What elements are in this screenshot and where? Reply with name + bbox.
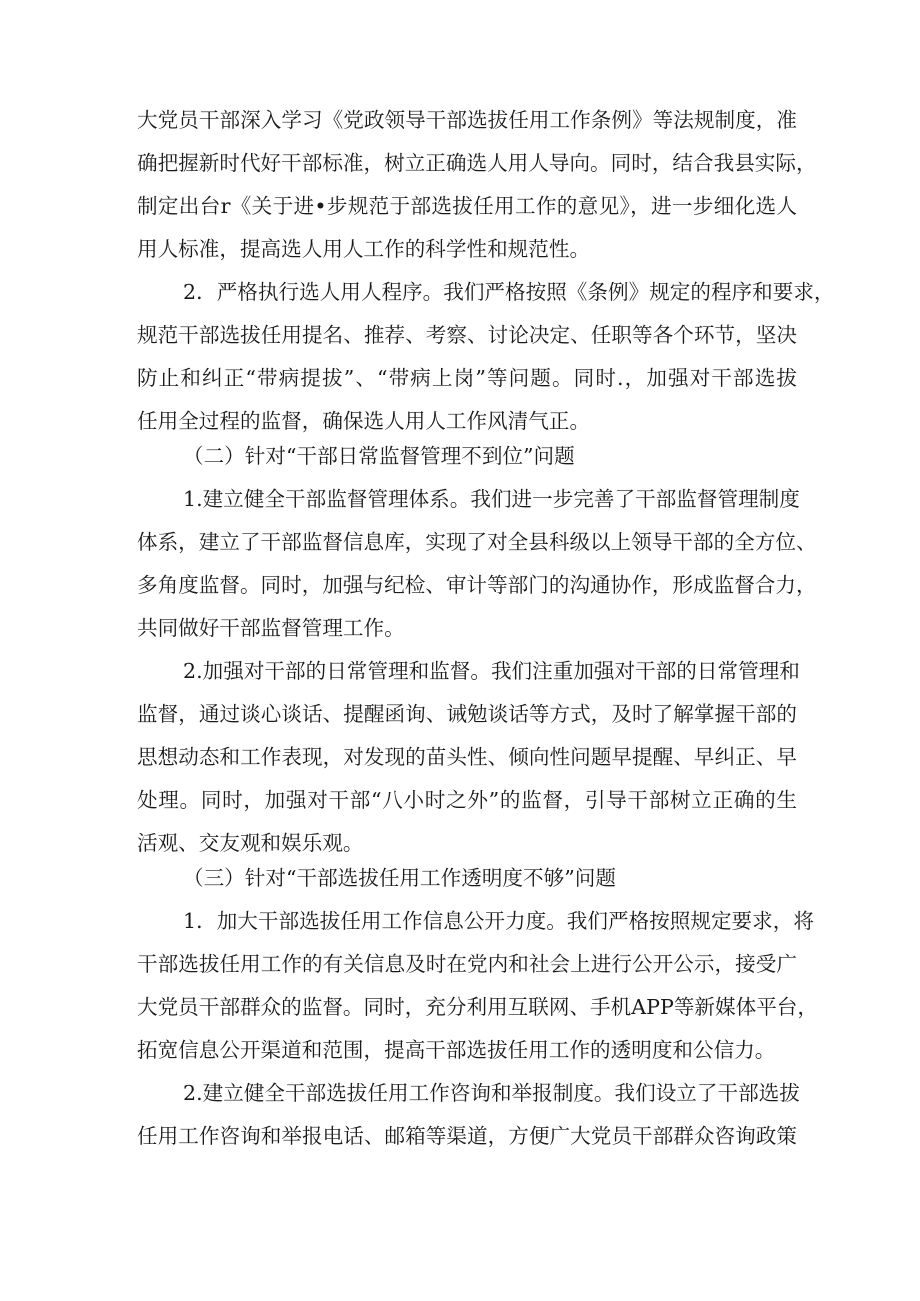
- text-line: 多角度监督。同时，加强与纪检、审计等部门的沟通协作，形成监督合力，: [137, 573, 817, 597]
- text-line: 制定出台r《关于进•步规范于部选拔任用工作的意见》，进一步细化选人: [137, 194, 797, 218]
- text-line: 防止和纠正“带病提拔”、“带病上岗”等问题。同时.，加强对干部选拔: [137, 366, 797, 390]
- text-line: 任用工作咨询和举报电话、邮箱等渠道，方便广大党员干部群众咨询政策: [137, 1124, 797, 1148]
- section-heading: （三）针对“干部选拔任用工作透明度不够”问题: [183, 866, 616, 890]
- text-line: 拓宽信息公开渠道和范围，提高干部选拔任用工作的透明度和公信力。: [137, 1038, 776, 1062]
- text-line: 处理。同时，加强对干部“八小时之外”的监督，引导干部树立正确的生: [137, 788, 797, 812]
- text-line: 任用全过程的监督，确保选人用人工作风清气正。: [137, 409, 591, 433]
- text-line: 监督，通过谈心谈话、提醒函询、诫勉谈话等方式，及时了解掌握干部的: [137, 702, 797, 726]
- text-line: 干部选拔任用工作的有关信息及时在党内和社会上进行公开公示，接受广: [137, 952, 797, 976]
- paragraph-first-line: 2.加强对干部的日常管理和监督。我们注重加强对干部的日常管理和: [183, 659, 800, 683]
- paragraph-first-line: 1．加大干部选拔任用工作信息公开力度。我们严格按照规定要求，将: [183, 909, 814, 933]
- text-line: 活观、交友观和娱乐观。: [137, 831, 364, 855]
- text-line: 体系，建立了干部监督信息库，实现了对全县科级以上领导干部的全方位、: [137, 530, 817, 554]
- text-line: 思想动态和工作表现，对发现的苗头性、倾向性问题早提醒、早纠正、早: [137, 745, 797, 769]
- paragraph-first-line: 2.建立健全干部选拔任用工作咨询和举报制度。我们设立了干部选拔: [183, 1081, 800, 1105]
- text-line: 大党员干部群众的监督。同时，充分利用互联网、手机APP等新媒体平台，: [137, 995, 818, 1019]
- text-line: 共同做好干部监督管理工作。: [137, 616, 405, 640]
- section-heading: （二）针对“干部日常监督管理不到位”问题: [183, 444, 575, 468]
- text-line: 确把握新时代好干部标准，树立正确选人用人导向。同时，结合我县实际，: [137, 151, 817, 175]
- text-line: 用人标准，提高选人用人工作的科学性和规范性。: [137, 237, 591, 261]
- paragraph-first-line: 1.建立健全干部监督管理体系。我们进一步完善了干部监督管理制度: [183, 487, 800, 511]
- text-line: 大党员干部深入学习《党政领导干部选拔任用工作条例》等法规制度，准: [137, 108, 797, 132]
- paragraph-first-line: 2．严格执行选人用人程序。我们严格按照《条例》规定的程序和要求，: [183, 280, 835, 304]
- text-line: 规范干部选拔任用提名、推荐、考察、讨论决定、任职等各个环节，坚决: [137, 323, 797, 347]
